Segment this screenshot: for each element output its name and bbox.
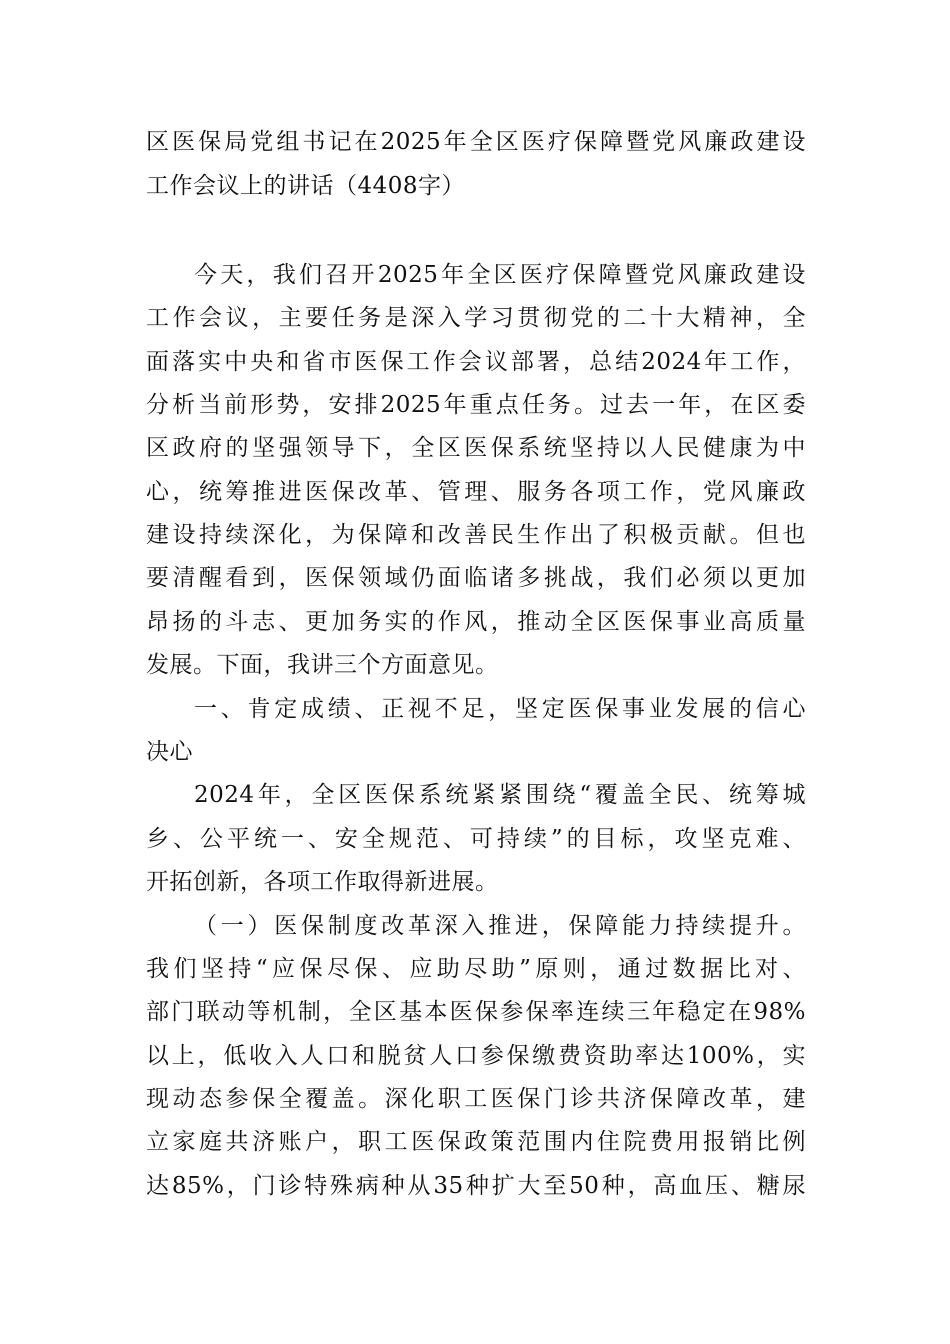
intro-paragraph-line: 心，统筹推进医保改革、管理、服务各项工作，党风廉政 xyxy=(146,479,806,505)
section-one-heading-line: 决心 xyxy=(146,739,193,765)
subsection-one-paragraph-line: 立家庭共济账户，职工医保政策范围内住院费用报销比例 xyxy=(146,1129,806,1155)
subsection-one-paragraph-line: （一）医保制度改革深入推进，保障能力持续提升。 xyxy=(194,913,806,939)
achievements-paragraph-line: 2024年，全区医保系统紧紧围绕“覆盖全民、统筹城 xyxy=(194,782,806,808)
achievements-paragraph-line: 开拓创新，各项工作取得新进展。 xyxy=(146,869,499,895)
subsection-one-paragraph-line: 现动态参保全覆盖。深化职工医保门诊共济保障改革，建 xyxy=(146,1086,806,1112)
intro-paragraph-line: 要清醒看到，医保领域仍面临诸多挑战，我们必须以更加 xyxy=(146,565,806,591)
intro-paragraph-line: 今天，我们召开2025年全区医疗保障暨党风廉政建设 xyxy=(194,262,806,288)
document-title-line-2: 工作会议上的讲话（4408字） xyxy=(146,173,466,199)
document-title-line-1: 区医保局党组书记在2025年全区医疗保障暨党风廉政建设 xyxy=(146,129,806,155)
subsection-one-paragraph-line: 我们坚持“应保尽保、应助尽助”原则，通过数据比对、 xyxy=(146,956,806,982)
intro-paragraph-line: 工作会议，主要任务是深入学习贯彻党的二十大精神，全 xyxy=(146,305,806,331)
subsection-one-paragraph-line: 部门联动等机制，全区基本医保参保率连续三年稳定在98% xyxy=(146,999,806,1025)
intro-paragraph-line: 区政府的坚强领导下，全区医保系统坚持以人民健康为中 xyxy=(146,435,806,461)
subsection-one-paragraph-line: 达85%，门诊特殊病种从35种扩大至50种，高血压、糖尿 xyxy=(146,1173,806,1199)
subsection-one-paragraph-line: 以上，低收入人口和脱贫人口参保缴费资助率达100%，实 xyxy=(146,1043,806,1069)
intro-paragraph-line: 分析当前形势，安排2025年重点任务。过去一年，在区委 xyxy=(146,392,806,418)
intro-paragraph-line: 昂扬的斗志、更加务实的作风，推动全区医保事业高质量 xyxy=(146,609,806,635)
intro-paragraph-line: 建设持续深化，为保障和改善民生作出了积极贡献。但也 xyxy=(146,522,806,548)
intro-paragraph-line: 发展。下面，我讲三个方面意见。 xyxy=(146,652,499,678)
section-one-heading-line: 一、肯定成绩、正视不足，坚定医保事业发展的信心 xyxy=(194,696,806,722)
achievements-paragraph-line: 乡、公平统一、安全规范、可持续”的目标，攻坚克难、 xyxy=(146,826,806,852)
intro-paragraph-line: 面落实中央和省市医保工作会议部署，总结2024年工作， xyxy=(146,349,806,375)
